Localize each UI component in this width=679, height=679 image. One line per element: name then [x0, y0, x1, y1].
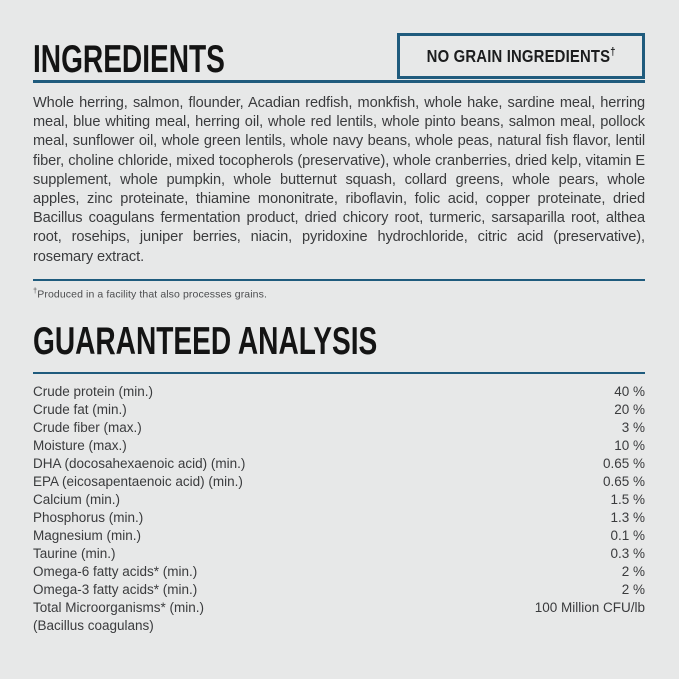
analysis-label: Taurine (min.) — [33, 546, 116, 562]
analysis-label: Calcium (min.) — [33, 492, 121, 508]
no-grain-badge-text — [426, 46, 615, 67]
analysis-row-total-microorganisms — [33, 599, 645, 617]
no-grain-badge — [397, 33, 645, 79]
footnote-dagger: † — [33, 285, 38, 295]
analysis-label: Crude fiber (max.) — [33, 420, 142, 436]
analysis-value: 100 Million CFU/lb — [534, 600, 645, 616]
analysis-value: 10 % — [614, 438, 645, 454]
analysis-label: Magnesium (min.) — [33, 528, 142, 544]
analysis-value: 1.3 % — [610, 510, 645, 526]
analysis-value: 0.65 % — [602, 456, 645, 472]
analysis-label: Omega-6 fatty acids* (min.) — [33, 564, 198, 580]
analysis-value: 0.65 % — [602, 474, 645, 490]
analysis-value: 3 % — [621, 420, 645, 436]
analysis-row-magnesium — [33, 527, 645, 545]
guaranteed-analysis-title: GUARANTEED ANALYSIS — [33, 320, 378, 364]
analysis-value: 0.1 % — [610, 528, 645, 544]
analysis-label: Moisture (max.) — [33, 438, 127, 454]
analysis-row-dha — [33, 455, 645, 473]
analysis-value: 1.5 % — [610, 492, 645, 508]
analysis-label: Crude protein (min.) — [33, 384, 154, 400]
analysis-label: Crude fat (min.) — [33, 402, 127, 418]
ingredients-divider-rule — [33, 279, 645, 281]
analysis-label: Phosphorus (min.) — [33, 510, 144, 526]
analysis-label: EPA (eicosapentaenoic acid) (min.) — [33, 474, 243, 490]
analysis-row-crude-fiber — [33, 419, 645, 437]
no-grain-badge-label: NO GRAIN INGREDIENTS — [426, 46, 610, 66]
grain-footnote — [33, 286, 645, 301]
analysis-value: 40 % — [614, 384, 645, 400]
analysis-label: DHA (docosahexaenoic acid) (min.) — [33, 456, 246, 472]
guaranteed-analysis-header — [33, 320, 645, 364]
analysis-row-epa — [33, 473, 645, 491]
analysis-label: Total Microorganisms* (min.) — [33, 600, 205, 616]
analysis-row-bacillus-coagulans — [33, 617, 645, 635]
footnote-text: Produced in a facility that also processes grains. — [37, 288, 267, 301]
analysis-row-phosphorus — [33, 509, 645, 527]
analysis-value: 2 % — [621, 564, 645, 580]
analysis-row-taurine — [33, 545, 645, 563]
analysis-row-crude-fat — [33, 401, 645, 419]
analysis-row-omega3 — [33, 581, 645, 599]
no-grain-badge-dagger: † — [609, 46, 616, 59]
guaranteed-analysis-table — [33, 383, 645, 635]
ingredients-list-text: Whole herring, salmon, flounder, Acadian redfish, monkfish, whole hake, sardine meal, herring meal, blue whiting meal, herring oil, whole red lentils, whole pinto beans, salmon meal, pollock meal, sunflower oil, whole green lentils, whole navy beans, whole peas, natural fish flavor, lentil fiber, choline chloride, mixed tocopherols (preservative), whole cranberries, dried kelp, vitamin E supplement, whole pumpkin, whole butternut squash, collard greens, whole pears, whole apples, zinc proteinate, thiamine mononitrate, riboflavin, folic acid, copper proteinate, dried Bacillus coagulans fermentation product, dried chicory root, turmeric, sarsaparilla root, althea root, rosehips, juniper berries, niacin, pyridoxine hydrochloride, citric acid (preservative), rosemary extract. — [33, 95, 645, 265]
analysis-row-moisture — [33, 437, 645, 455]
analysis-value: 0.3 % — [610, 546, 645, 562]
analysis-value: 20 % — [614, 402, 645, 418]
analysis-row-crude-protein — [33, 383, 645, 401]
ingredients-header — [33, 33, 645, 83]
guaranteed-analysis-rule — [33, 372, 645, 374]
analysis-label: Omega-3 fatty acids* (min.) — [33, 582, 198, 598]
analysis-label: (Bacillus coagulans) — [33, 618, 154, 634]
analysis-row-omega6 — [33, 563, 645, 581]
analysis-value: 2 % — [621, 582, 645, 598]
analysis-row-calcium — [33, 491, 645, 509]
ingredients-title: INGREDIENTS — [33, 37, 225, 81]
